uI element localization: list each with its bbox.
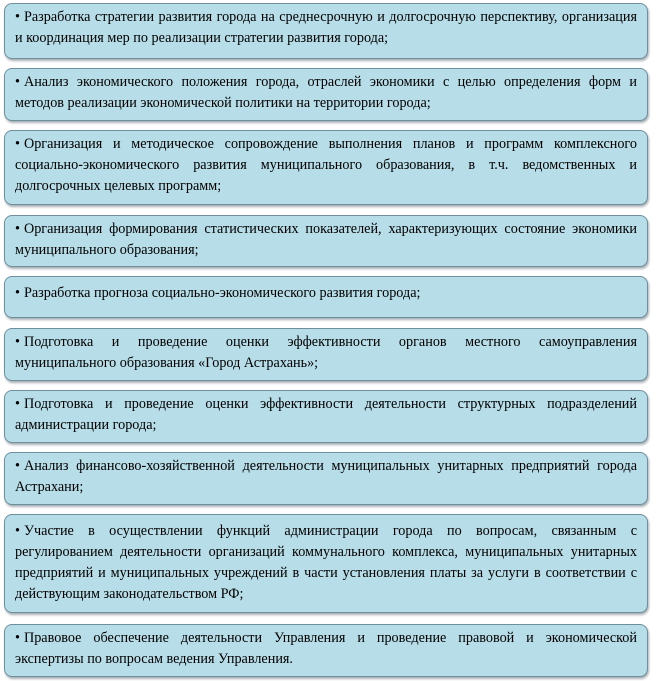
item-text: Подготовка и проведение оценки эффективности деятельности структурных подразделений администрации города; <box>15 396 637 433</box>
list-item <box>4 215 648 267</box>
item-text: Разработка прогноза социально-экономического развития города; <box>23 285 421 301</box>
list-item <box>4 328 648 381</box>
bullet-icon: • <box>15 74 20 90</box>
item-text: Организация и методическое сопровождение выполнения планов и программ комплексного социально-экономического развития муниципального образования, в т.ч. ведомственных и долгосрочных целевых программ; <box>15 136 637 194</box>
bullet-icon: • <box>15 221 20 237</box>
item-text: Правовое обеспечение деятельности Управления и проведение правовой и экономической экспертизы по вопросам ведения Управления. <box>15 630 637 667</box>
item-text: Разработка стратегии развития города на среднесрочную и долгосрочную перспективу, организация и координация мер по реализации стратегии развития города; <box>15 9 637 46</box>
bullet-icon: • <box>15 396 20 412</box>
bullet-icon: • <box>15 523 20 539</box>
list-item <box>4 390 648 443</box>
list-item <box>4 276 648 318</box>
item-text: Анализ финансово-хозяйственной деятельности муниципальных унитарных предприятий города Астрахани; <box>15 458 637 495</box>
bullet-icon: • <box>15 334 20 350</box>
list-item <box>4 452 648 505</box>
bullet-icon: • <box>15 458 20 474</box>
item-text: Организация формирования статистических показателей, характеризующих состояние экономики муниципального образования; <box>15 221 637 258</box>
list-item <box>4 624 648 677</box>
item-text: Участие в осуществлении функций администрации города по вопросам, связанным с регулированием деятельности организаций коммунального комплекса, муниципальных унитарных предприятий и муниципальных учреждений в части установления платы за услуги в соответствии с действующим законодательством РФ; <box>15 523 637 602</box>
list-item <box>4 514 648 613</box>
list-item <box>4 130 648 205</box>
list-item <box>4 3 648 59</box>
item-text: Анализ экономического положения города, отраслей экономики с целью определения форм и методов реализации экономической политики на территории города; <box>15 74 637 111</box>
bullet-icon: • <box>15 9 20 25</box>
bullet-icon: • <box>15 630 20 646</box>
item-text: Подготовка и проведение оценки эффективности органов местного самоуправления муниципального образования «Город Астрахань»; <box>15 334 637 371</box>
bullet-icon: • <box>15 136 20 152</box>
list-item <box>4 68 648 121</box>
bullet-icon: • <box>15 285 20 301</box>
